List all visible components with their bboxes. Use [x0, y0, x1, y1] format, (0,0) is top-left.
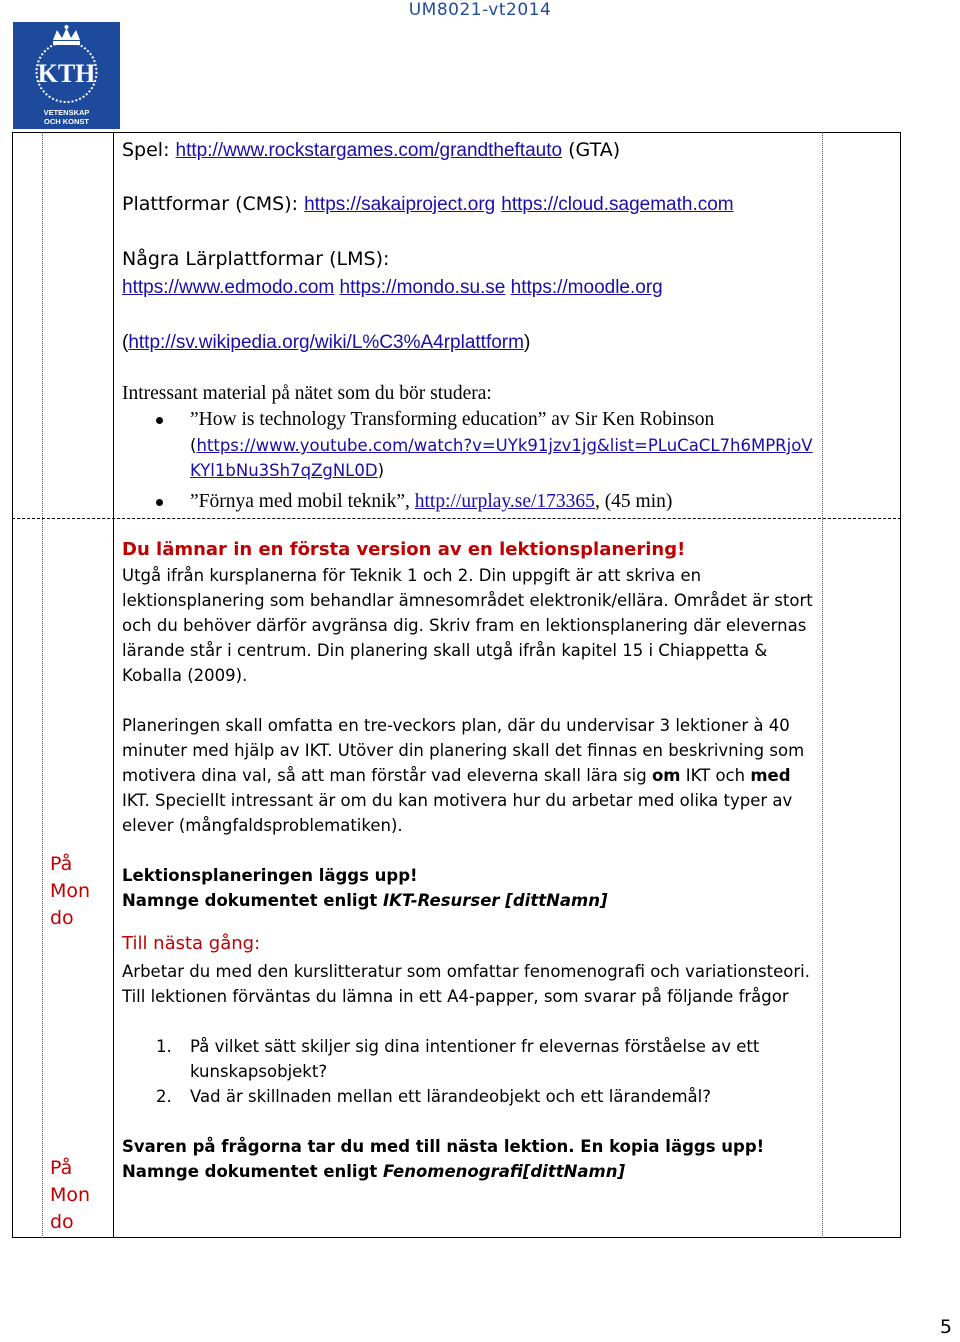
question-item: 2. Vad är skillnaden mellan ett lärandeobjekt och ett lärandemål? [156, 1087, 711, 1106]
next-time-naming: Namnge dokumentet enligt Fenomenografi[dittNamn] [122, 1162, 626, 1181]
wiki-paren: ( [122, 332, 129, 353]
svg-text:OCH KONST: OCH KONST [44, 117, 89, 126]
task-naming: Namnge dokumentet enligt IKT-Resurser [dittNamn] [122, 891, 608, 910]
left-label-1 [50, 851, 110, 932]
material-item-2: ”Förnya med mobil teknik”, http://urplay.se/173365, (45 min) [122, 489, 822, 515]
plattformar-label: Plattformar (CMS): [122, 193, 299, 215]
spel-line [122, 138, 822, 163]
answer-note: Svaren på frågorna tar du med till nästa lektion. En kopia läggs upp! [122, 1137, 765, 1156]
column-divider [113, 132, 114, 1238]
next-time-paragraph: Arbetar du med den kurslitteratur som omfattar fenomenografi och variationsteori. Till lektionen förväntas du lämna in ett A4-papper, som svarar på följande frågor [122, 962, 810, 1006]
youtube-link[interactable]: https://www.youtube.com/watch?v=UYk91jzv1jg&list=PLuCaCL7h6MPRjoVKYl1bNu3Sh7qZgNL0D [190, 436, 813, 480]
wiki-line [122, 330, 822, 355]
label-line: Mon [50, 1184, 91, 1206]
kth-logo [13, 22, 120, 129]
column-divider [42, 132, 43, 1238]
kth-logo-graphic [13, 22, 120, 129]
lms-links [122, 275, 822, 300]
sakai-link[interactable]: https://sakaiproject.org [304, 194, 496, 215]
separator: , [405, 491, 415, 512]
label-line: På [50, 1157, 73, 1179]
item1-title: How is technology Transforming education [198, 409, 538, 430]
paren: ) [377, 461, 385, 480]
svg-text:KTH: KTH [37, 59, 96, 88]
svg-text:VETENSKAP: VETENSKAP [43, 108, 90, 117]
label-line: do [50, 1211, 74, 1233]
course-code: UM8021-vt2014 [408, 0, 552, 20]
mondo-link[interactable]: https://mondo.su.se [339, 277, 506, 298]
question-list [122, 1034, 817, 1109]
column-divider [822, 132, 823, 1238]
label-line: Mon [50, 880, 91, 902]
moodle-link[interactable]: https://moodle.org [510, 277, 663, 298]
task-heading: Du lämnar in en första version av en lektionsplanering! [122, 539, 686, 560]
item2-suffix: , (45 min) [594, 491, 673, 512]
wiki-paren: ) [523, 332, 531, 353]
paren: ( [190, 436, 197, 455]
wiki-link[interactable]: http://sv.wikipedia.org/wiki/L%C3%A4rplattform [128, 332, 524, 353]
urplay-link[interactable]: http://urplay.se/173365 [414, 491, 595, 512]
next-time-heading: Till nästa gång: [122, 933, 261, 954]
bullet-icon [156, 499, 163, 506]
task-block [122, 537, 817, 1184]
item1-link-block [190, 433, 822, 483]
item1-author: av Sir Ken Robinson [546, 409, 715, 430]
task-paragraph-1: Utgå ifrån kursplanerna för Teknik 1 och 2. Din uppgift är att skriva en lektionsplanering som behandlar ämnesområdet elektronik/ellära. Området är stort och du behöver därför avgränsa dig. Skriv fram en lektionsplanering där elevernas lärande står i centrum. Din planering skall utgå ifrån kapitel 15 i Chiappetta & Koballa (2009). [122, 566, 813, 685]
material-block [122, 381, 822, 515]
page-number: 5 [939, 1316, 952, 1338]
lms-label: Några Lärplattformar (LMS): [122, 248, 390, 270]
material-intro: Intressant material på nätet som du bör studera: [122, 383, 492, 404]
label-line: do [50, 907, 74, 929]
spel-suffix: (GTA) [568, 139, 621, 161]
label-line: På [50, 853, 73, 875]
task-paragraph-2: Planeringen skall omfatta en tre-veckors plan, där du undervisar 3 lektioner à 40 minuter med hjälp av IKT. Utöver din planering skall det finnas en beskrivning som motivera dina val, så att man förstår vad eleverna skall lära sig om IKT och med IKT. Speciellt intressant är om du kan motivera hur du arbetar med olika typer av elever (mångfaldsproblematiken). [122, 716, 805, 835]
sagemath-link[interactable]: https://cloud.sagemath.com [501, 194, 734, 215]
upload-note: Lektionsplaneringen läggs upp! [122, 866, 418, 885]
question-item: 1. På vilket sätt skiljer sig dina intentioner fr elevernas förståelse av ett kunskapsobjekt? [156, 1037, 760, 1081]
left-label-2 [50, 1155, 110, 1236]
spel-label: Spel: [122, 139, 170, 161]
item2-title: Förnya med mobil teknik [198, 491, 397, 512]
edmodo-link[interactable]: https://www.edmodo.com [122, 277, 335, 298]
spel-link[interactable]: http://www.rockstargames.com/grandtheftauto [175, 140, 563, 161]
material-item-1: ”How is technology Transforming education” av Sir Ken Robinson (https://www.youtube.com/watch?v=UYk91jzv1jg&list=PLuCaCL7h6MPRjoVKYl1bNu3Sh7qZgNL0D) [122, 407, 822, 483]
plattformar-line [122, 192, 822, 217]
lms-block [122, 247, 822, 300]
bullet-icon [156, 417, 163, 424]
row-divider [12, 518, 901, 519]
